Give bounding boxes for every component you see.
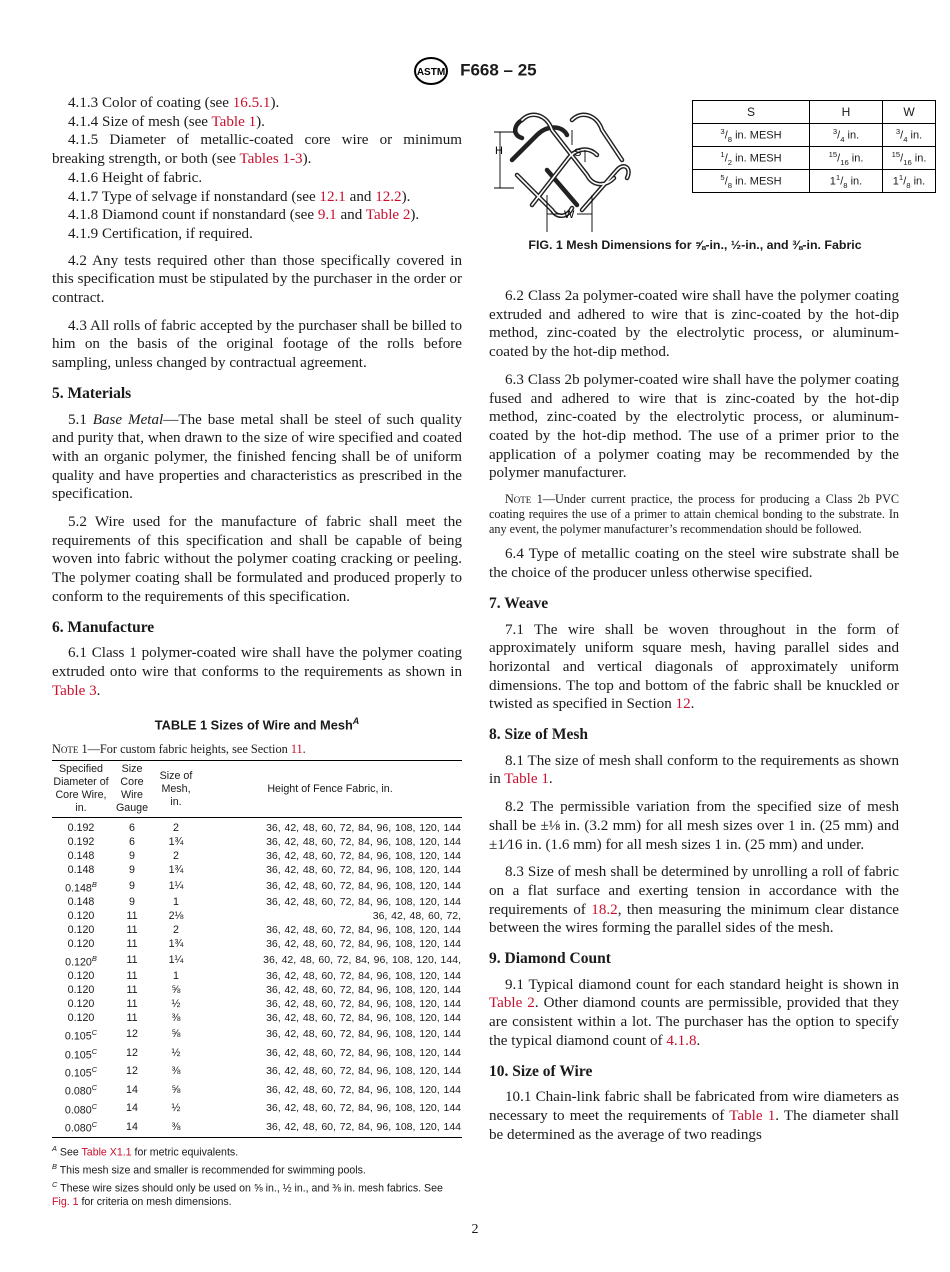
cell-gauge: 6 [129,822,135,835]
para-5-2: 5.2 Wire used for the manufacture of fabric shall meet the requirements of this specification and shall be capable of being woven into fabric without the polymer coating cracking or peeling. The polymer coating shall be formulated and produced properly to conform to the requirements of this specification. [52,514,462,605]
cell-diameter: $0.120^B$ [65,953,97,969]
designation: F668 – 25 [460,60,537,80]
list-item: 4.1.8 Diamond count if nonstandard (see 9.1 and Table 2). [68,207,420,224]
para-7-1: 7.1 The wire shall be woven throughout in the form of approximately uniform square mesh, having parallel sides and horizontal and vertical diagonals of approximately uniform dimensions. The top and bottom of the fabric shall be knuckled or twisted as specified in Section 12. [489,621,899,713]
ref-link[interactable]: 9.1 [317,207,337,224]
cell-heights: 36, 42, 48, 60, 72, 84, 96, 108, 120, 144 [266,938,461,951]
cell-heights: 36, 42, 48, 60, 72, 84, 96, 108, 120, 144 [266,970,461,983]
mesh-row [693,170,936,193]
cell-mesh: 1¾ [168,863,184,876]
cell-mesh: 1¼ [168,880,184,893]
cell-gauge: 9 [129,896,135,909]
para-6-2: 6.2 Class 2a polymer-coated wire shall have the polymer coating extruded and adhered to wire that is zinc-coated by the hot-dip method, zinc-coated by the electrolytic process, or aluminum-coated by the hot-dip method. [489,288,899,361]
cell-gauge: 11 [126,938,138,951]
cell-heights: 36, 42, 48, 60, 72, 84, 96, 108, 120, 144 [266,836,461,849]
para-6-3: 6.3 Class 2b polymer-coated wire shall have the polymer coating fused and adhered to wire that is zinc-coated by the hot-dip method, zinc-coated by the electrolytic process, or aluminum-coated by the hot-dip method. The use of a primer prior to the application of a polymer coating may be recommended by the polymer manufacturer. [489,371,899,482]
cell-heights: 36, 42, 48, 60, 72, 84, 96, 108, 120, 144 [266,1028,461,1041]
cell-diameter: $0.148^B$ [65,879,97,895]
cell-gauge: 12 [126,1028,138,1041]
cell-diameter: 0.120 [67,924,95,937]
cell-diameter: 0.120 [67,970,95,983]
cell-diameter: 0.148 [67,850,95,863]
para-8-2: 8.2 The permissible variation from the specified size of mesh shall be ±⅛ in. (3.2 mm) for all mesh sizes over 1 in. (25 mm) and ±1⁄16 in. (1.6 mm) for all mesh sizes 1 in. (25 mm) and under. [489,799,899,853]
cell-gauge: 11 [126,954,138,967]
right-column [489,287,899,1144]
table-row [52,1012,462,1026]
mesh-cell-h: $^{15}/_{16}$ in. [810,147,883,170]
list-item: 4.1.4 Size of mesh (see Table 1). [68,113,265,130]
cell-gauge: 11 [126,1012,138,1025]
cell-heights: 36, 42, 48, 60, 72, 84, 96, 108, 120, 144 [266,1046,461,1059]
mesh-cell-s: $^1/_2$ in. MESH [693,147,810,170]
cell-gauge: 12 [126,1046,138,1059]
ref-link[interactable]: Fig. 1 [52,1195,79,1208]
cell-gauge: 11 [126,984,138,997]
cell-gauge: 14 [126,1083,138,1096]
table-row [52,910,462,924]
table-row [52,818,462,836]
para-4-2: 4.2 Any tests required other than those specifically covered in this specification must be stipulated by the purchaser in the order or contract. [52,252,462,307]
left-column [52,94,462,700]
table-row [52,1026,462,1044]
para-6-1: 6.1 Class 1 polymer-coated wire shall have the polymer coating extruded onto wire that conforms to the requirements as shown in Table 3. [52,645,462,699]
col-header-mesh: Size of Mesh, in. [159,769,193,808]
mesh-row [693,147,936,170]
cell-heights: 36, 42, 48, 60, 72, 84, 96, 108, 120, 144 [266,924,461,937]
table-row [52,924,462,938]
figure-1-caption: FIG. 1 Mesh Dimensions for ⅝-in., ½-in., and ⅜-in. Fabric [528,238,862,252]
cell-heights: 36, 42, 48, 60, 72, 84, 96, 108, 120, 144 [266,822,461,835]
table-row [52,850,462,864]
table-1-link[interactable]: Table 1 [504,771,549,788]
cell-mesh: 2⅛ [168,910,184,923]
cell-mesh: 1¾ [168,836,184,849]
mesh-cell-w: $1^1/_8$ in. [883,170,936,193]
ref-link[interactable]: 12.2 [375,188,402,205]
cell-mesh: 1 [173,970,179,983]
s-label: S [574,147,582,159]
col-header-diameter: Specified Diameter of Core Wire, in. [53,763,109,815]
para-10-1: 10.1 Chain-link fabric shall be fabricated from wire diameters as necessary to meet the requirements of Table 1. The diameter shall be determined as the average of two readings [489,1089,900,1143]
table-1-footnotes [52,1142,462,1209]
ref-link[interactable]: Table 2 [365,207,411,224]
cell-diameter: $0.080^C$ [64,1083,98,1099]
cell-mesh: ⅜ [171,1120,181,1133]
section-5-heading: 5. Materials [52,384,132,402]
cell-gauge: 11 [126,998,138,1011]
cell-heights: 36, 42, 48, 60, 72, 84, 96, 108, 120, 144, [263,954,461,967]
table-row [52,970,462,984]
table-row [52,984,462,998]
section-8-heading: 8. Size of Mesh [489,726,589,744]
cell-heights: 36, 42, 48, 60, 72, 84, 96, 108, 120, 144 [266,998,461,1011]
section-11-link[interactable]: 11 [290,742,303,757]
cell-heights: 36, 42, 48, 60, 72, 84, 96, 108, 120, 144 [266,984,461,997]
note-1: Note 1—Under current practice, the process for producing a Class 2b PVC coating requires the use of a primer to attain chemical bonding to the substrate. In any event, the polymer manufacturer’s recommendation should be followed. [489,492,899,536]
wire-mesh-table [52,760,462,1138]
cell-mesh: 2 [173,850,179,863]
svg-text:ASTM: ASTM [417,67,446,78]
col-header-gauge: Size Core Wire Gauge [115,763,149,815]
cell-heights: 36, 42, 48, 60, 72, 84, 96, 108, 120, 144 [266,1065,461,1078]
table-row [52,952,462,970]
table-row [52,1045,462,1063]
table-1-note: Note 1—For custom fabric heights, see Section 11. [52,742,306,757]
section-18-2-link[interactable]: 18.2 [591,901,618,918]
table-2-link[interactable]: Table 2 [489,995,535,1012]
cell-mesh: ½ [171,1046,181,1059]
cell-diameter: 0.148 [67,896,95,909]
cell-gauge: 12 [126,1065,138,1078]
cell-diameter: 0.120 [67,998,95,1011]
cell-diameter: 0.120 [67,910,95,923]
cell-mesh: ⅜ [171,1065,181,1078]
table-1-title: TABLE 1 Sizes of Wire and Mesh$^A$ [154,716,360,733]
astm-logo-icon [413,56,449,86]
section-9-heading: 9. Diamond Count [489,950,611,968]
cell-heights: 36, 42, 48, 60, 72, 84, 96, 108, 120, 144 [266,850,461,863]
para-6-4: 6.4 Type of metallic coating on the steel wire substrate shall be the choice of the producer unless otherwise specified. [489,546,899,582]
col-header-height: Height of Fence Fabric, in. [267,782,393,795]
cell-diameter: $0.080^C$ [64,1101,98,1117]
para-4-3: 4.3 All rolls of fabric accepted by the purchaser shall be billed to him on the basis of the original footage of the rolls before sampling, unless changed by contractual agreement. [52,317,462,372]
footnote: $^B$ This mesh size and smaller is recommended for swimming pools. [52,1161,366,1177]
mesh-row [693,124,936,147]
list-item: 4.1.7 Type of selvage if nonstandard (see 12.1 and 12.2). [68,188,411,205]
table-1-link-2[interactable]: Table 1 [729,1108,776,1124]
table-row [52,878,462,896]
cell-diameter: 0.192 [67,822,95,835]
table-row [52,1081,462,1099]
mesh-cell-w: $^3/_4$ in. [883,124,936,147]
list-item: 4.1.5 Diameter of metallic-coated core wire or minimum breaking strength, or both (see Tables 1-3). [52,132,462,168]
cell-mesh: ⅜ [171,1012,181,1025]
cell-heights: 36, 42, 48, 60, 72, [372,910,461,923]
cell-diameter: 0.120 [67,938,95,951]
cell-diameter: 0.120 [67,984,95,997]
cell-mesh: ½ [171,1102,181,1115]
cell-mesh: ⅝ [171,984,181,997]
table-row [52,864,462,878]
page-header [0,56,950,86]
cell-gauge: 14 [126,1120,138,1133]
table-row [52,896,462,910]
para-9-1: 9.1 Typical diamond count for each standard height is shown in Table 2. Other diamond counts are permissible, provided that they are consistent within a lot. The purchaser has the option to specify the typical diamond count of 4.1.8. [489,976,899,1049]
cell-gauge: 11 [126,924,138,937]
cell-mesh: 1¼ [168,954,184,967]
col-h: H [810,101,883,124]
col-w: W [883,101,936,124]
ref-link[interactable]: 16.5.1 [232,95,271,111]
cell-diameter: $0.105^C$ [64,1065,98,1080]
cell-gauge: 9 [129,863,135,876]
cell-diameter: $0.105^C$ [64,1028,98,1043]
cell-gauge: 6 [129,836,135,849]
table-row [52,1063,462,1081]
cell-gauge: 9 [129,880,135,893]
mesh-cell-h: $^3/_4$ in. [810,124,883,147]
cell-gauge: 11 [126,910,138,923]
cell-diameter: $0.105^C$ [64,1046,98,1062]
cell-mesh: 1 [173,896,179,909]
mesh-cell-s: $^3/_8$ in. MESH [693,124,810,147]
page-number: 2 [471,1222,479,1237]
mesh-dimension-table [692,100,936,193]
para-8-3: 8.3 Size of mesh shall be determined by unrolling a roll of fabric on a flat surface and exerting tension in accordance with the requirements of 18.2, then measuring the minimum clear distance between the wires forming the parallel sides of the mesh. [489,864,899,937]
cell-gauge: 14 [126,1102,138,1115]
table-row [52,998,462,1012]
cell-gauge: 11 [126,970,138,983]
cell-mesh: 2 [173,822,179,835]
cell-mesh: 1¾ [168,938,184,951]
list-item: 4.1.6 Height of fabric. [68,169,203,186]
cell-diameter: 0.120 [67,1012,95,1025]
cell-heights: 36, 42, 48, 60, 72, 84, 96, 108, 120, 144 [266,1012,461,1025]
table-1 [52,716,462,1209]
mesh-cell-s: $^5/_8$ in. MESH [693,170,810,193]
table-header-row [52,761,462,818]
section-12-link[interactable]: 12 [675,696,691,713]
cell-diameter: $0.080^C$ [64,1120,98,1135]
section-10-heading: 10. Size of Wire [489,1062,593,1080]
cell-heights: 36, 42, 48, 60, 72, 84, 96, 108, 120, 144 [266,1120,461,1133]
ref-link[interactable]: 12.1 [319,188,346,205]
cell-diameter: 0.148 [67,863,95,876]
cell-gauge: 9 [129,850,135,863]
para-5-1: 5.1 Base Metal—The base metal shall be steel of such quality and purity that, when drawn to the size of wire specified and coated with an organic polymer, the finished fencing shall be of uniform quality and have properties and characteristics as prescribed in the specification. [52,411,463,503]
cell-heights: 36, 42, 48, 60, 72, 84, 96, 108, 120, 144 [266,863,461,876]
mesh-diagram [492,100,652,235]
table-3-link[interactable]: Table 3 [52,682,97,699]
col-s: S [693,101,810,124]
cell-mesh: ½ [171,998,181,1011]
h-label: H [495,145,503,157]
cell-mesh: 2 [173,924,179,937]
cell-mesh: ⅝ [171,1083,181,1096]
ref-link[interactable]: Table 1 [211,113,257,130]
section-4-1-8-link[interactable]: 4.1.8 [666,1032,697,1049]
footnote: $^C$ These wire sizes should only be used on ⅝ in., ½ in., and ⅜ in. mesh fabrics. See Fig. 1 for criteria on mesh dimensions. [52,1179,443,1208]
table-row [52,1100,462,1118]
section-7-heading: 7. Weave [489,594,549,612]
w-label: W [564,209,575,221]
list-item: 4.1.3 Color of coating (see 16.5.1). [68,95,280,111]
table-row [52,836,462,850]
order-list [52,94,462,244]
table-row [52,1118,462,1137]
ref-link[interactable]: Table X1.1 [81,1146,132,1159]
mesh-cell-h: $1^1/_8$ in. [810,170,883,193]
section-6-heading: 6. Manufacture [52,618,155,636]
list-item: 4.1.9 Certification, if required. [68,225,253,242]
cell-heights: 36, 42, 48, 60, 72, 84, 96, 108, 120, 144 [266,896,461,909]
footnote: $^A$ See Table X1.1 for metric equivalents. [52,1143,239,1159]
mesh-cell-w: $^{15}/_{16}$ in. [883,147,936,170]
ref-link[interactable]: Tables 1-3 [239,151,303,168]
cell-heights: 36, 42, 48, 60, 72, 84, 96, 108, 120, 144 [266,880,461,893]
table-row [52,938,462,952]
para-8-1: 8.1 The size of mesh shall conform to the requirements as shown in Table 1. [489,752,899,788]
cell-mesh: ⅝ [171,1028,181,1041]
cell-heights: 36, 42, 48, 60, 72, 84, 96, 108, 120, 144 [266,1102,461,1115]
cell-diameter: 0.192 [67,836,95,849]
cell-heights: 36, 42, 48, 60, 72, 84, 96, 108, 120, 144 [266,1083,461,1096]
